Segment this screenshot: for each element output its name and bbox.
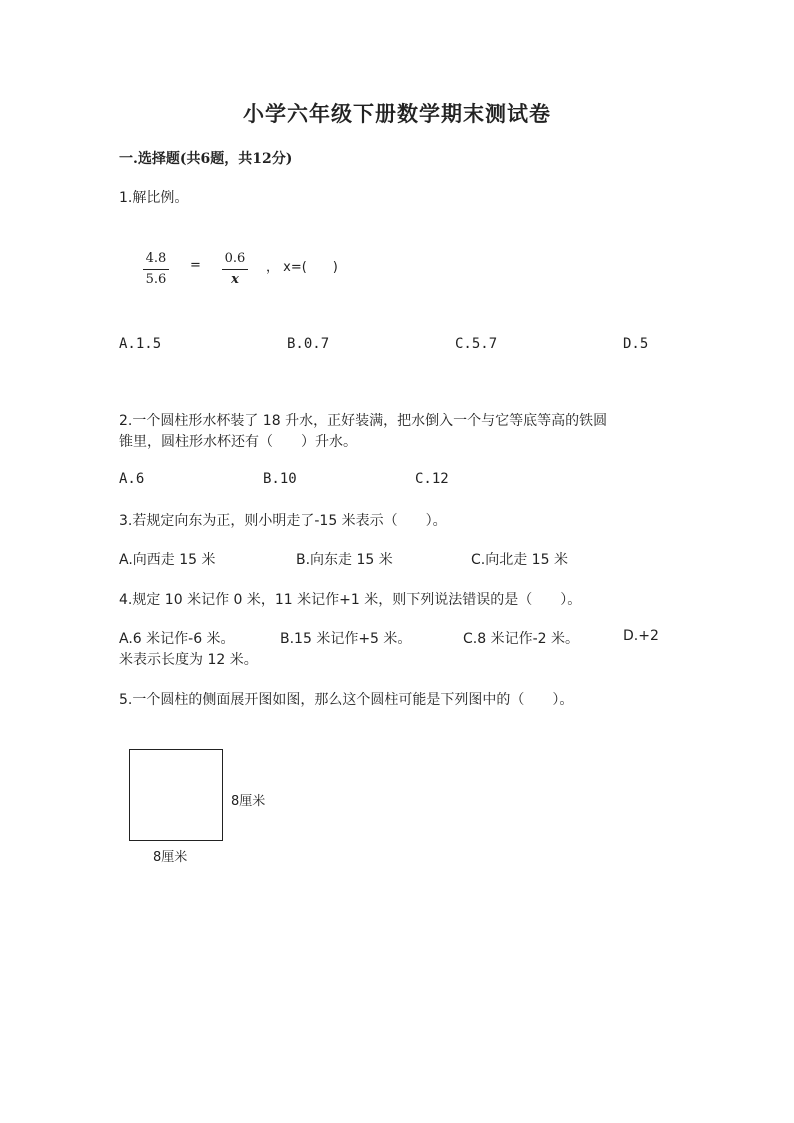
- question-1-option-a: A.1.5: [119, 336, 162, 352]
- answer-blank: ， x=( ): [266, 260, 338, 275]
- fraction-bar: [222, 269, 248, 270]
- question-3-text: 3.若规定向东为正，则小明走了-15 米表示（ ）。: [119, 513, 447, 529]
- question-3-option-a: A.向西走 15 米: [119, 552, 216, 568]
- question-4-option-b: B.15 米记作+5 米。: [280, 631, 412, 647]
- question-2-option-c: C.12: [415, 471, 449, 487]
- question-2-text-line-2: 锥里，圆柱形水杯还有（ ）升水。: [119, 434, 357, 450]
- question-4-option-d-continuation: 米表示长度为 12 米。: [119, 652, 258, 668]
- question-1-option-c: C.5.7: [455, 336, 498, 352]
- question-3-option-c: C.向北走 15 米: [471, 552, 568, 568]
- fraction-bar: [143, 269, 169, 270]
- question-1-option-d: D.5: [623, 336, 649, 352]
- question-4-option-c: C.8 米记作-2 米。: [463, 631, 579, 647]
- proportion-right-fraction: [222, 251, 248, 287]
- fraction-denominator: x: [231, 272, 239, 287]
- question-2-option-a: A.6: [119, 471, 145, 487]
- proportion-left-fraction: [143, 251, 169, 287]
- side-length-label: 8厘米: [231, 794, 266, 809]
- question-1-text: 1.解比例。: [119, 190, 189, 206]
- question-4-text: 4.规定 10 米记作 0 米，11 米记作+1 米，则下列说法错误的是（ ）。: [119, 592, 582, 608]
- question-1-option-b: B.0.7: [287, 336, 330, 352]
- question-3-option-b: B.向东走 15 米: [296, 552, 393, 568]
- bottom-length-label: 8厘米: [153, 850, 188, 865]
- cylinder-lateral-surface-square: [129, 749, 223, 841]
- page-title: 小学六年级下册数学期末测试卷: [243, 101, 551, 126]
- fraction-numerator: 0.6: [224, 251, 246, 266]
- section-heading: 一.选择题(共6题，共12分): [119, 151, 293, 167]
- question-2-option-b: B.10: [263, 471, 297, 487]
- fraction-denominator: 5.6: [145, 272, 167, 287]
- question-5-text: 5.一个圆柱的侧面展开图如图，那么这个圆柱可能是下列图中的（ ）。: [119, 692, 574, 708]
- question-4-option-d: D.+2: [623, 628, 659, 644]
- fraction-numerator: 4.8: [145, 251, 167, 266]
- question-4-option-a: A.6 米记作-6 米。: [119, 631, 235, 647]
- question-2-text-line-1: 2.一个圆柱形水杯装了 18 升水，正好装满，把水倒入一个与它等底等高的铁圆: [119, 413, 608, 429]
- equals-sign: =: [190, 258, 201, 273]
